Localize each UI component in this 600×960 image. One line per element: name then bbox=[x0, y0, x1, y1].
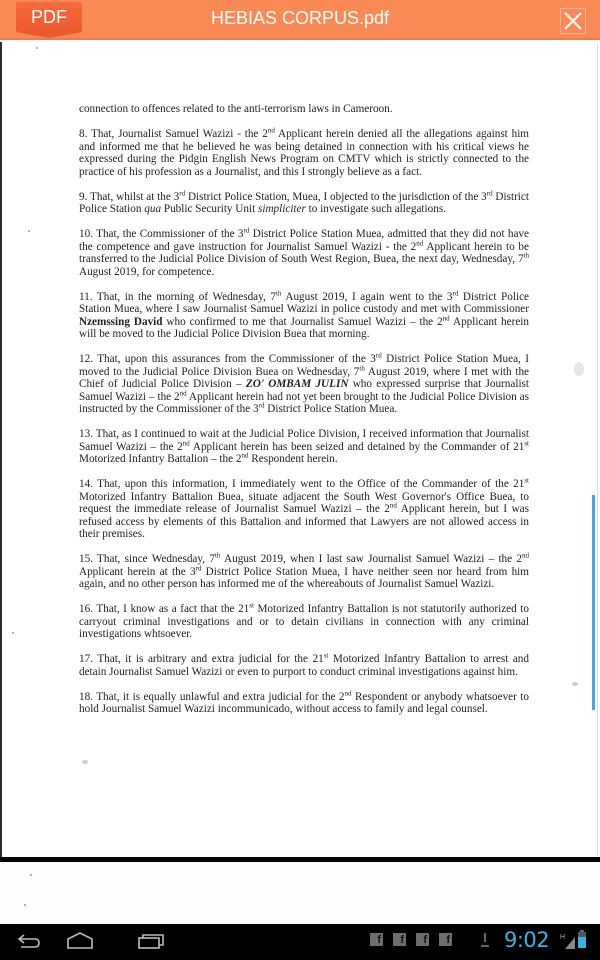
download-icon bbox=[480, 932, 490, 948]
scan-speck bbox=[574, 362, 584, 376]
facebook-icon: f bbox=[370, 933, 383, 946]
next-page-top bbox=[0, 862, 600, 924]
paragraph: 17. That, it is arbitrary and extra judicial for the 21st Motorized Infantry Battalion to arrest and detain Journalist Samuel Wazizi or even to purport to conduct criminal investigations against him. bbox=[79, 651, 529, 678]
scan-speck bbox=[36, 47, 38, 49]
scan-speck bbox=[82, 760, 88, 764]
scan-speck bbox=[572, 682, 578, 686]
paragraph: 15. That, since Wednesday, 7th August 2019, when I last saw Journalist Samuel Wazizi – the 2nd Applicant herein at the 3rd District Police Station Muea, I have neither seen nor heard from him again, and no other person has informed me of the whereabouts of Journalist Samuel Wazizi. bbox=[79, 551, 529, 590]
signal-icon bbox=[560, 932, 576, 950]
recent-apps-button[interactable] bbox=[137, 931, 165, 956]
facebook-icon: f bbox=[416, 933, 429, 946]
paragraph: 16. That, I know as a fact that the 21st Motorized Infantry Battalion is not statutorily authorized to carryout criminal investigations and or to detain civilians in connection with any criminal investigations whtsoever. bbox=[79, 601, 529, 640]
paragraph-continuation: connection to offences related to the anti-terrorism laws in Cameroon. bbox=[79, 103, 393, 115]
clock: 9:02 bbox=[504, 928, 550, 952]
paragraph: 13. That, as I continued to wait at the Judicial Police Division, I received information that Journalist Samuel Wazizi – the 2nd Applicant herein has been seized and detained by the Commander of 21st Motorized Infantry Battalion – the 2nd Respondent herein. bbox=[79, 428, 529, 465]
paragraph: 9. That, whilst at the 3rd District Police Station, Muea, I objected to the jurisdiction of the 3rd District Police Station qua Public Security Unit simpliciter to investigate such allegations. bbox=[79, 188, 529, 215]
facebook-icon: f bbox=[439, 933, 452, 946]
paragraph: 8. That, Journalist Samuel Wazizi - the 2nd Applicant herein denied all the allegations against him and informed me that he believed he was being detained in connection with his critical views he expressed during the Pidgin English News Program on CMTV which is strictly connected to the practice of his profession as a Journalist, and this I strongly believe as a fact. bbox=[79, 126, 529, 178]
recent-apps-icon bbox=[137, 931, 165, 951]
back-icon bbox=[16, 931, 42, 951]
system-nav-bar bbox=[0, 924, 600, 960]
paragraph: 14. That, upon this information, I immediately went to the Office of the Commander of the 21st Motorized Infantry Battalion Buea, situate adjacent the South West Governor's Office Buea, to request the immediate release of Journalist Samuel Wazizi – the 2nd Applicant herein, but I was refused access by elements of this Battalion and informed that Lawyers are not allowed access in their premises. bbox=[79, 476, 529, 540]
close-icon bbox=[561, 9, 585, 33]
document-title: HEBIAS CORPUS.pdf bbox=[210, 8, 390, 28]
paragraph: 12. That, upon this assurances from the Commissioner of the 3rd District Police Station Muea, I moved to the Judicial Police Division Buea on Wednesday, 7th August 2019, where I met with the Chief of Judicial Police Division – ZO' OMBAM JULIN who expressed surprise that Journalist Samuel Wazizi – the 2nd Applicant herein had not yet been brought to the Judicial Police Division as instructed by the Commissioner of the 3rd District Police Station Muea. bbox=[79, 351, 530, 415]
facebook-icon: f bbox=[393, 933, 406, 946]
home-button[interactable] bbox=[66, 931, 94, 956]
svg-text:H: H bbox=[560, 934, 566, 941]
document-body bbox=[79, 103, 529, 728]
battery-icon bbox=[578, 930, 586, 948]
pdf-badge: PDF bbox=[16, 2, 82, 32]
scrollbar[interactable] bbox=[592, 495, 595, 710]
notification-icons bbox=[370, 933, 452, 946]
app-header bbox=[0, 0, 600, 40]
home-icon bbox=[66, 931, 94, 951]
scan-speck bbox=[24, 904, 26, 906]
close-button[interactable] bbox=[560, 8, 586, 34]
scan-speck bbox=[30, 874, 32, 876]
scan-speck bbox=[28, 230, 30, 232]
scan-speck bbox=[12, 632, 14, 634]
paragraph: 18. That, it is equally unlawful and extra judicial for the 2nd Respondent or anybody whatsoever to hold Journalist Samuel Wazizi incommunicado, without access to family and legal counsel. bbox=[79, 688, 529, 715]
back-button[interactable] bbox=[16, 931, 42, 956]
paragraph: 10. That, the Commissioner of the 3rd District Police Station Muea, admitted that they did not have the competence and gave instruction for Journalist Samuel Wazizi - the 2nd Applicant herein to be transferred to the Judicial Police Division of South West Region, Buea, the next day, Wednesday, 7th August 2019, for competence. bbox=[79, 226, 529, 278]
paragraph: 11. That, in the morning of Wednesday, 7th August 2019, I again went to the 3rd District Police Station Muea, where I saw Journalist Samuel Wazizi in police custody and met with Commissioner Nzemssing David who confirmed to me that Journalist Samuel Wazizi – the 2nd Applicant herein will be moved to the Judicial Police Division Buea that morning. bbox=[79, 288, 529, 340]
pdf-page[interactable] bbox=[0, 42, 598, 858]
